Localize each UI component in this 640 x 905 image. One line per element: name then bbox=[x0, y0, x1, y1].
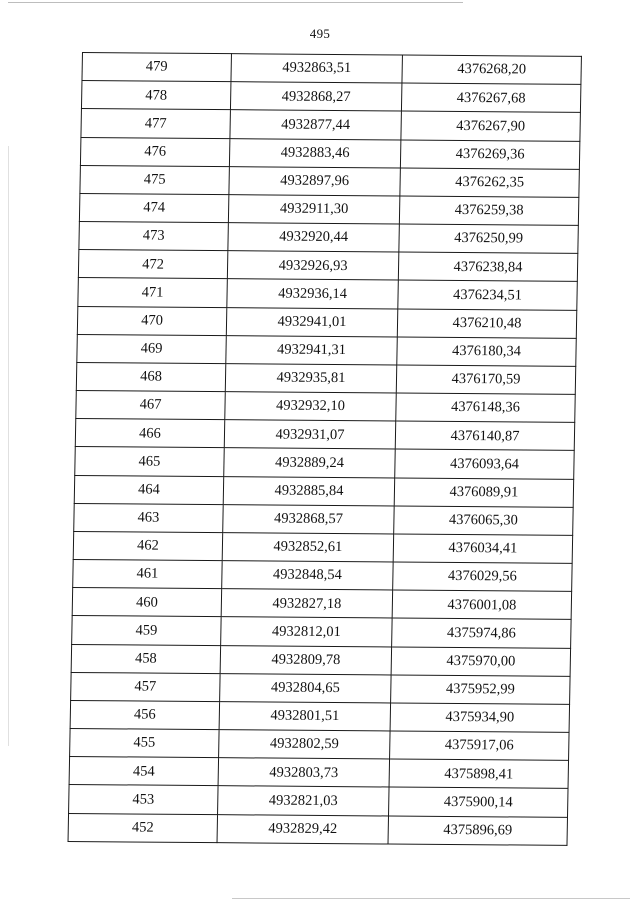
x-coordinate-cell: 4932941,31 bbox=[226, 335, 397, 365]
point-number-cell: 468 bbox=[76, 362, 225, 391]
x-coordinate-cell: 4932883,46 bbox=[229, 138, 400, 168]
x-coordinate-cell: 4932852,61 bbox=[222, 533, 393, 563]
point-number-cell: 460 bbox=[72, 588, 221, 617]
y-coordinate-cell: 4376234,51 bbox=[398, 280, 577, 310]
x-coordinate-cell: 4932935,81 bbox=[225, 364, 396, 394]
page-number: 495 bbox=[309, 26, 331, 41]
y-coordinate-cell: 4376267,68 bbox=[401, 83, 580, 113]
point-number-cell: 470 bbox=[77, 306, 226, 335]
point-number-cell: 475 bbox=[80, 165, 229, 194]
x-coordinate-cell: 4932863,51 bbox=[231, 54, 402, 84]
x-coordinate-cell: 4932803,73 bbox=[218, 758, 389, 788]
y-coordinate-cell: 4376170,59 bbox=[396, 365, 575, 395]
x-coordinate-cell: 4932868,57 bbox=[223, 504, 394, 534]
point-number-cell: 457 bbox=[71, 672, 220, 701]
table-row bbox=[79, 222, 578, 254]
point-number-cell: 452 bbox=[68, 813, 218, 843]
x-coordinate-cell: 4932926,93 bbox=[227, 251, 398, 281]
y-coordinate-cell: 4376269,36 bbox=[400, 140, 579, 170]
point-number-cell: 465 bbox=[75, 447, 224, 476]
table-row bbox=[76, 391, 575, 423]
y-coordinate-cell: 4376065,30 bbox=[394, 506, 573, 536]
y-coordinate-cell: 4375917,06 bbox=[390, 731, 569, 761]
table-row bbox=[68, 813, 567, 845]
point-number-cell: 459 bbox=[72, 616, 221, 645]
y-coordinate-cell: 4376034,41 bbox=[393, 534, 572, 564]
point-number-cell: 454 bbox=[69, 757, 218, 786]
y-coordinate-cell: 4376140,87 bbox=[395, 421, 574, 451]
table-row bbox=[73, 560, 572, 592]
point-number-cell: 476 bbox=[80, 137, 229, 166]
y-coordinate-cell: 4375952,99 bbox=[391, 675, 570, 705]
y-coordinate-cell: 4376210,48 bbox=[397, 309, 576, 339]
y-coordinate-cell: 4376268,20 bbox=[402, 55, 581, 85]
point-number-cell: 455 bbox=[70, 729, 219, 758]
y-coordinate-cell: 4375934,90 bbox=[390, 703, 569, 733]
point-number-cell: 467 bbox=[76, 391, 225, 420]
coordinates-table-body bbox=[68, 53, 581, 846]
x-coordinate-cell: 4932877,44 bbox=[230, 110, 401, 140]
point-number-cell: 458 bbox=[71, 644, 220, 673]
table-row bbox=[78, 278, 577, 310]
table-row bbox=[78, 250, 577, 282]
y-coordinate-cell: 4376093,64 bbox=[395, 449, 574, 479]
point-number-cell: 466 bbox=[75, 419, 224, 448]
point-number-cell: 461 bbox=[73, 560, 222, 589]
point-number-cell: 462 bbox=[73, 531, 222, 560]
x-coordinate-cell: 4932829,42 bbox=[217, 814, 389, 844]
y-coordinate-cell: 4375970,00 bbox=[391, 647, 570, 677]
x-coordinate-cell: 4932941,01 bbox=[226, 307, 397, 337]
point-number-cell: 463 bbox=[74, 503, 223, 532]
table-row bbox=[74, 503, 573, 535]
table-row bbox=[82, 53, 581, 85]
table-row bbox=[71, 672, 570, 704]
table-row bbox=[73, 531, 572, 563]
coordinates-table-wrapper bbox=[68, 52, 582, 846]
table-row bbox=[72, 588, 571, 620]
x-coordinate-cell: 4932920,44 bbox=[228, 223, 399, 253]
table-row bbox=[70, 700, 569, 732]
x-coordinate-cell: 4932931,07 bbox=[224, 420, 395, 450]
y-coordinate-cell: 4376259,38 bbox=[399, 196, 578, 226]
y-coordinate-cell: 4376238,84 bbox=[398, 252, 577, 282]
table-row bbox=[80, 165, 579, 197]
table-row bbox=[70, 729, 569, 761]
x-coordinate-cell: 4932911,30 bbox=[228, 195, 399, 225]
x-coordinate-cell: 4932848,54 bbox=[222, 561, 393, 591]
point-number-cell: 453 bbox=[69, 785, 218, 814]
table-row bbox=[80, 137, 579, 169]
table-row bbox=[81, 109, 580, 141]
point-number-cell: 456 bbox=[70, 700, 219, 729]
y-coordinate-cell: 4375896,69 bbox=[388, 816, 567, 846]
y-coordinate-cell: 4376029,56 bbox=[393, 562, 572, 592]
table-row bbox=[75, 419, 574, 451]
table-row bbox=[77, 306, 576, 338]
x-coordinate-cell: 4932801,51 bbox=[219, 702, 390, 732]
x-coordinate-cell: 4932889,24 bbox=[224, 448, 395, 478]
scan-edge-left bbox=[8, 146, 9, 746]
table-row bbox=[76, 362, 575, 394]
point-number-cell: 472 bbox=[78, 250, 227, 279]
coordinates-table bbox=[68, 52, 582, 846]
table-row bbox=[69, 785, 568, 817]
x-coordinate-cell: 4932809,78 bbox=[220, 645, 391, 675]
x-coordinate-cell: 4932804,65 bbox=[220, 673, 391, 703]
point-number-cell: 469 bbox=[77, 334, 226, 363]
table-row bbox=[74, 475, 573, 507]
table-row bbox=[71, 644, 570, 676]
table-row bbox=[75, 447, 574, 479]
point-number-cell: 478 bbox=[81, 81, 230, 110]
point-number-cell: 479 bbox=[82, 53, 231, 82]
x-coordinate-cell: 4932868,27 bbox=[230, 82, 401, 112]
y-coordinate-cell: 4375898,41 bbox=[389, 759, 568, 789]
point-number-cell: 464 bbox=[74, 475, 223, 504]
x-coordinate-cell: 4932936,14 bbox=[227, 279, 398, 309]
scan-border-top bbox=[8, 2, 463, 3]
point-number-cell: 471 bbox=[78, 278, 227, 307]
x-coordinate-cell: 4932897,96 bbox=[229, 166, 400, 196]
x-coordinate-cell: 4932802,59 bbox=[219, 730, 390, 760]
point-number-cell: 477 bbox=[81, 109, 230, 138]
y-coordinate-cell: 4376262,35 bbox=[400, 168, 579, 198]
y-coordinate-cell: 4376089,91 bbox=[394, 478, 573, 508]
y-coordinate-cell: 4375974,86 bbox=[392, 618, 571, 648]
point-number-cell: 474 bbox=[79, 193, 228, 222]
x-coordinate-cell: 4932885,84 bbox=[223, 476, 394, 506]
y-coordinate-cell: 4376180,34 bbox=[397, 337, 576, 367]
x-coordinate-cell: 4932932,10 bbox=[225, 392, 396, 422]
y-coordinate-cell: 4376001,08 bbox=[392, 590, 571, 620]
table-row bbox=[81, 81, 580, 113]
x-coordinate-cell: 4932827,18 bbox=[221, 589, 392, 619]
y-coordinate-cell: 4376148,36 bbox=[396, 393, 575, 423]
table-row bbox=[77, 334, 576, 366]
table-row bbox=[79, 193, 578, 225]
scan-border-bottom bbox=[232, 898, 630, 899]
table-row bbox=[72, 616, 571, 648]
x-coordinate-cell: 4932821,03 bbox=[218, 786, 389, 816]
point-number-cell: 473 bbox=[79, 222, 228, 251]
table-row bbox=[69, 757, 568, 789]
y-coordinate-cell: 4376267,90 bbox=[401, 111, 580, 141]
y-coordinate-cell: 4375900,14 bbox=[389, 787, 568, 817]
y-coordinate-cell: 4376250,99 bbox=[399, 224, 578, 254]
x-coordinate-cell: 4932812,01 bbox=[221, 617, 392, 647]
